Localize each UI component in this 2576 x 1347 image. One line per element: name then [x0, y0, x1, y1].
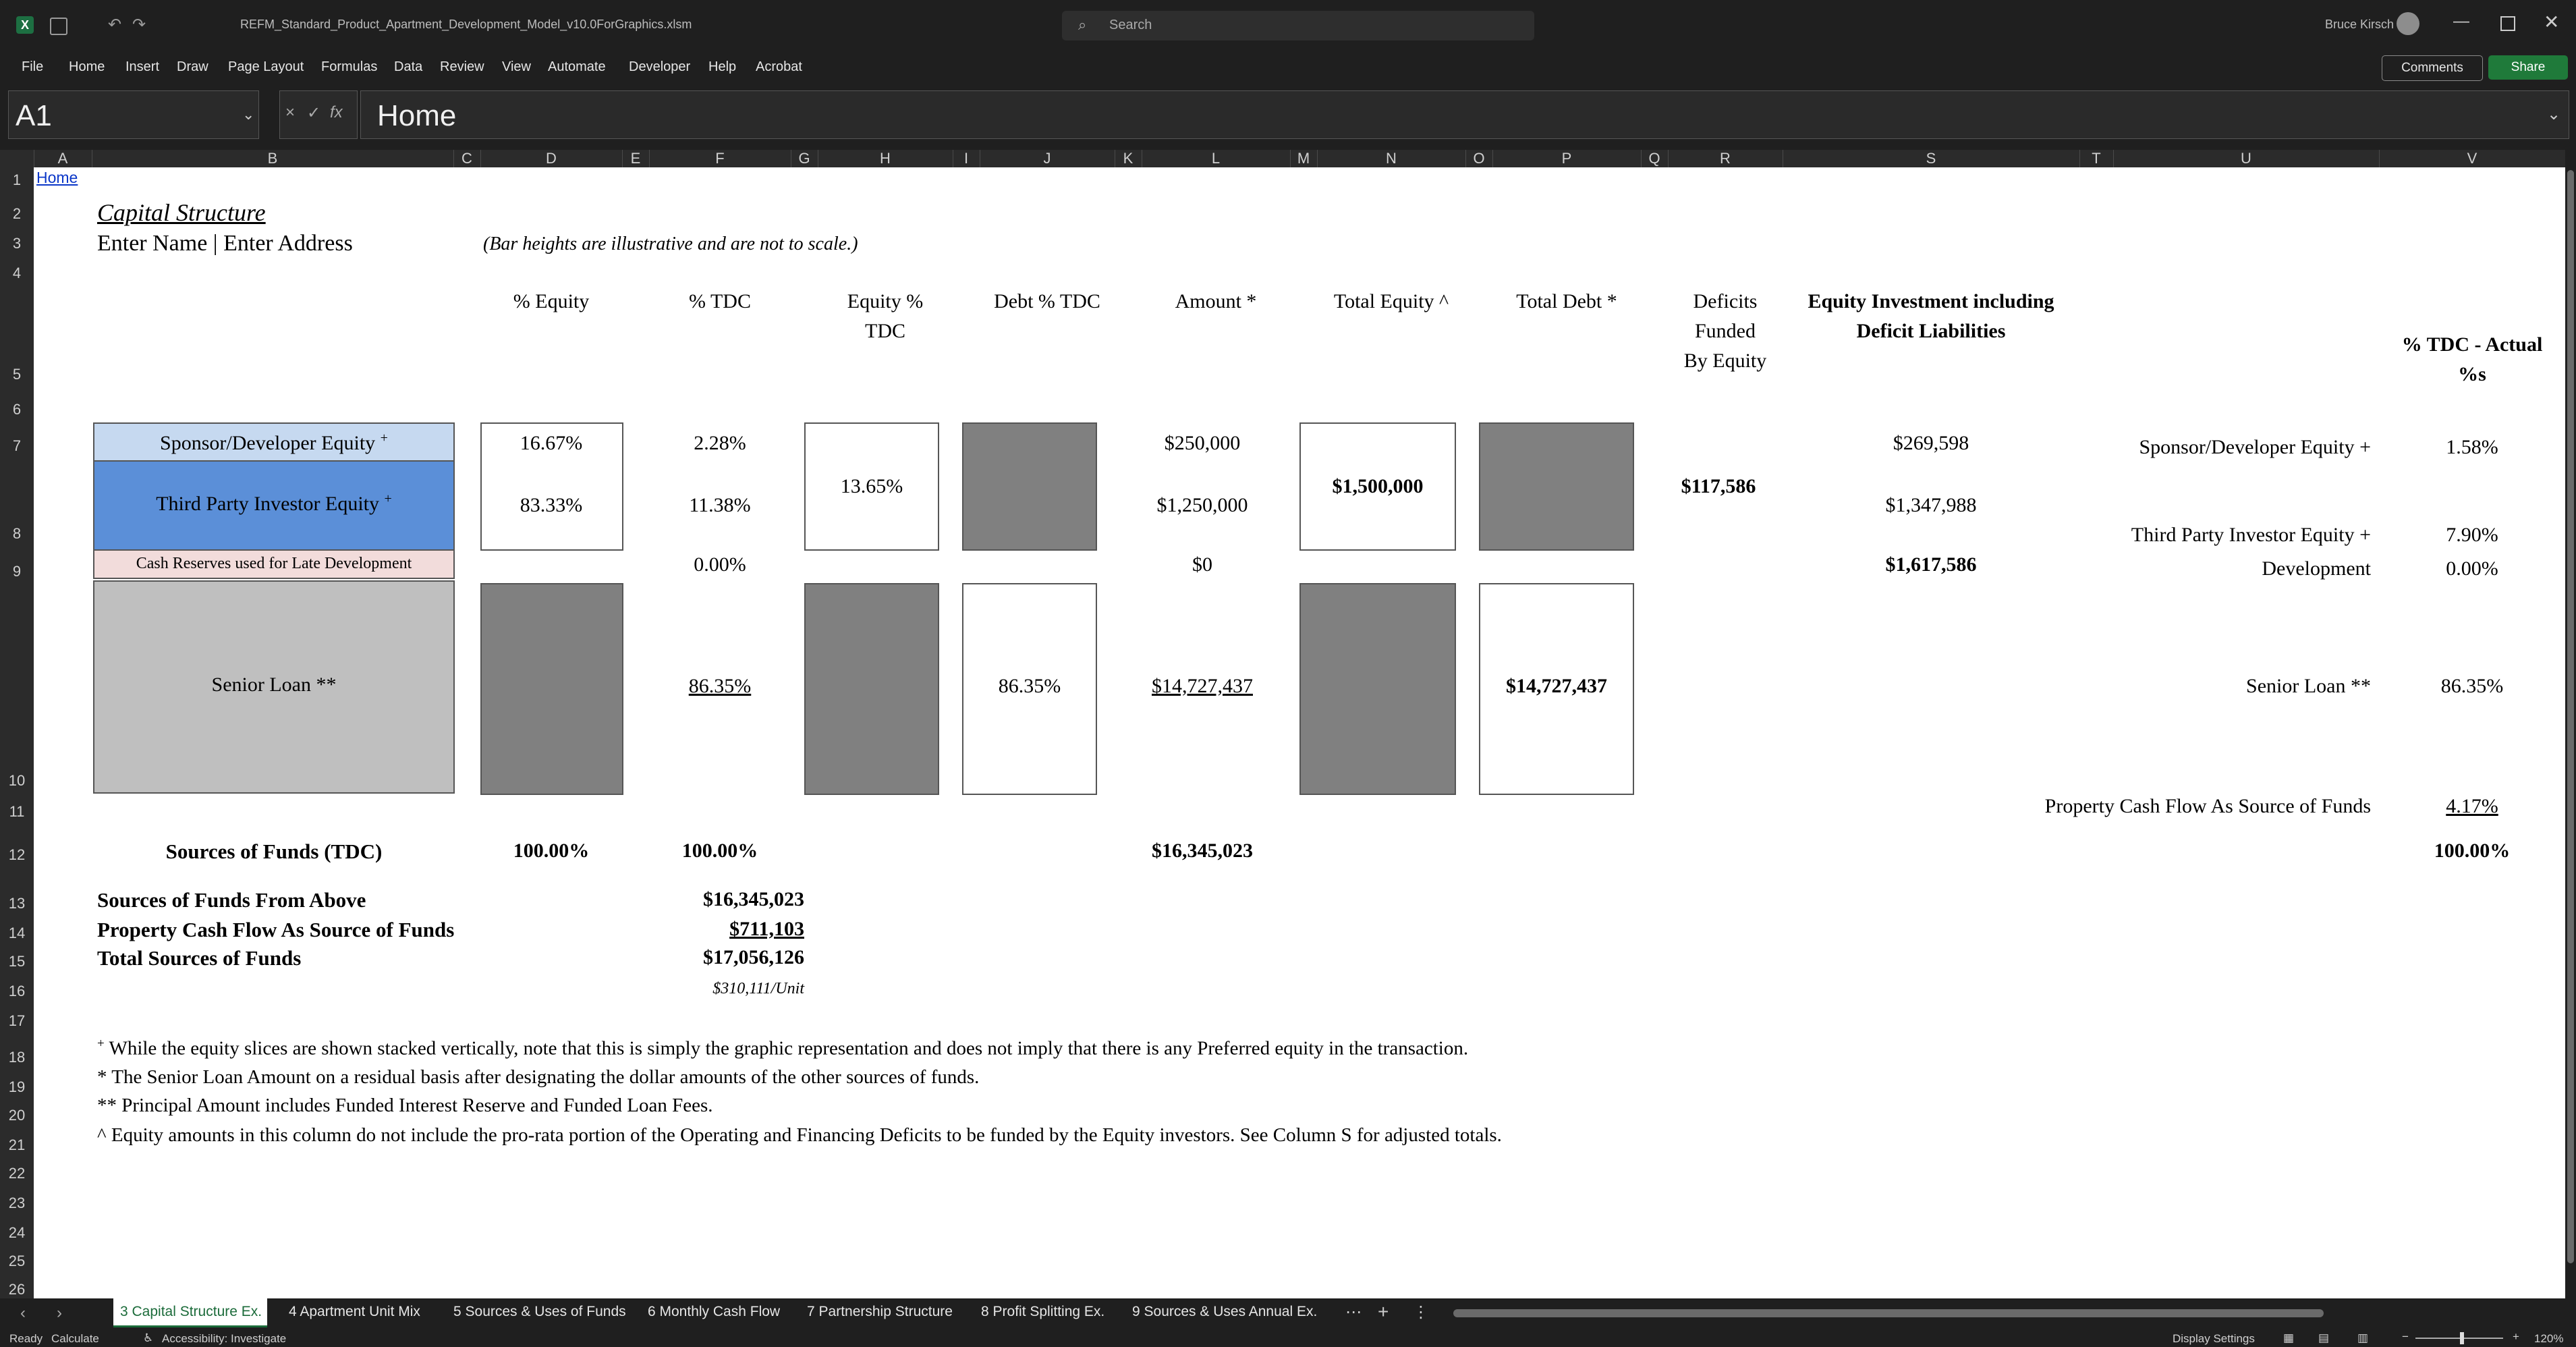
user-name[interactable]: Bruce Kirsch — [2325, 18, 2395, 31]
sources-from-above-value[interactable]: $16,345,023 — [703, 888, 804, 910]
horizontal-scroll-thumb[interactable] — [1453, 1309, 2324, 1317]
footnote-asterisk: * The Senior Loan Amount on a residual basis after designating the dollar amounts of the other sources of funds. — [97, 1066, 980, 1088]
sponsor-amount[interactable]: $250,000 — [1164, 432, 1241, 454]
tab-options-icon[interactable]: ⋮ — [1413, 1303, 1429, 1321]
header-total-debt: Total Debt * — [1516, 290, 1617, 312]
ribbon-tab-page-layout[interactable]: Page Layout — [228, 59, 304, 74]
chevron-down-icon: ⌄ — [242, 106, 255, 123]
select-all-corner[interactable] — [0, 150, 34, 167]
header-debt-pct-tdc: Debt % TDC — [994, 290, 1100, 312]
senior-pct-tdc[interactable]: 86.35% — [688, 675, 752, 697]
column-header[interactable]: N — [1317, 150, 1466, 167]
formula-content: Home — [377, 99, 457, 132]
sponsor-equity-layer[interactable] — [93, 422, 455, 462]
ribbon-tab-draw[interactable]: Draw — [177, 59, 208, 74]
tab-6-monthly-cash-flow[interactable]: 6 Monthly Cash Flow — [648, 1304, 781, 1319]
insert-function-icon[interactable]: fx — [330, 103, 343, 121]
investor-equity-investment[interactable]: $1,347,988 — [1885, 494, 1977, 516]
autosave-icon[interactable] — [50, 18, 67, 35]
column-header[interactable]: Q — [1641, 150, 1669, 167]
page-layout-view-icon[interactable]: ▤ — [2318, 1331, 2330, 1344]
ribbon-tab-file[interactable]: File — [22, 59, 44, 74]
actual-investor-value[interactable]: 7.90% — [2446, 524, 2498, 546]
comments-label: Comments — [2401, 61, 2463, 75]
column-header[interactable]: I — [953, 150, 980, 167]
sponsor-pct-tdc[interactable]: 2.28% — [694, 432, 746, 454]
column-header[interactable]: E — [622, 150, 650, 167]
investor-equity-label: Third Party Investor Equity + — [156, 491, 392, 515]
column-header[interactable]: M — [1290, 150, 1318, 167]
column-header[interactable]: G — [791, 150, 818, 167]
column-header[interactable]: K — [1115, 150, 1142, 167]
zoom-level[interactable]: 120% — [2534, 1332, 2564, 1345]
row-header[interactable]: 16 — [8, 983, 26, 999]
column-header[interactable]: D — [480, 150, 623, 167]
footnote-double-asterisk: ** Principal Amount includes Funded Interest Reserve and Funded Loan Fees. — [97, 1095, 713, 1116]
header-actual-line1: % TDC - Actual — [2401, 333, 2543, 356]
equity-pct-tdc-debt-bar — [804, 583, 939, 795]
page-break-view-icon[interactable]: ▥ — [2357, 1331, 2369, 1344]
sheet-tab-bar — [0, 1298, 2576, 1329]
footnote-plus: + While the equity slices are shown stacked vertically, note that this is simply the graphic representation and does not imply that there is any Preferred equity in the transaction. — [97, 1037, 1469, 1060]
more-tabs-icon[interactable]: ⋯ — [1345, 1303, 1362, 1321]
ribbon-tab-review[interactable]: Review — [440, 59, 484, 74]
enter-icon[interactable]: ✓ — [307, 104, 321, 122]
column-header[interactable]: R — [1668, 150, 1783, 167]
actual-senior-value[interactable]: 86.35% — [2440, 675, 2504, 697]
status-calculate[interactable]: Calculate — [51, 1332, 99, 1345]
actual-sponsor-label: Sponsor/Developer Equity + — [2139, 436, 2371, 458]
zoom-out-icon[interactable]: − — [2402, 1330, 2409, 1343]
formula-input[interactable] — [360, 90, 2569, 139]
debt-pct-tdc-value[interactable]: 86.35% — [998, 675, 1061, 697]
column-header[interactable]: U — [2113, 150, 2380, 167]
tab-scroll-right-icon[interactable]: › — [57, 1304, 62, 1322]
header-equity-pct-tdc-line1: Equity % — [847, 290, 924, 312]
scale-note: (Bar heights are illustrative and are not to scale.) — [483, 233, 858, 254]
ribbon-tab-automate[interactable]: Automate — [548, 59, 606, 74]
total-amount[interactable]: $16,345,023 — [1152, 840, 1253, 862]
debt-pct-tdc-equity-bar — [962, 422, 1097, 551]
ribbon-tab-insert[interactable]: Insert — [125, 59, 160, 74]
column-header[interactable]: O — [1465, 150, 1493, 167]
ribbon-tab-acrobat[interactable]: Acrobat — [756, 59, 802, 74]
row-header[interactable]: 21 — [8, 1136, 26, 1153]
cash-amount[interactable]: $0 — [1192, 553, 1212, 576]
name-box[interactable] — [8, 90, 259, 139]
total-debt-value[interactable]: $14,727,437 — [1506, 675, 1607, 697]
property-cash-flow-label: Property Cash Flow As Source of Funds — [97, 918, 455, 941]
vertical-scrollbar[interactable] — [2565, 150, 2576, 1298]
header-actual-line2: %s — [2458, 363, 2486, 385]
header-deficits-line3: By Equity — [1683, 350, 1767, 372]
column-header[interactable]: T — [2079, 150, 2114, 167]
investor-amount[interactable]: $1,250,000 — [1156, 494, 1248, 516]
actual-investor-label: Third Party Investor Equity + — [2131, 524, 2371, 546]
row-header[interactable]: 24 — [8, 1224, 26, 1241]
sponsor-equity-label: Sponsor/Developer Equity + — [160, 431, 388, 454]
header-deficits-line2: Funded — [1695, 320, 1756, 342]
worksheet-grid[interactable] — [34, 167, 2565, 1298]
ribbon-tab-help[interactable]: Help — [708, 59, 737, 74]
minimize-icon[interactable]: — — [2453, 12, 2469, 30]
column-header[interactable]: H — [818, 150, 953, 167]
search-placeholder: Search — [1109, 18, 1152, 32]
header-deficits-line1: Deficits — [1693, 290, 1758, 312]
row-header[interactable]: 12 — [8, 846, 26, 863]
sponsor-equity-investment[interactable]: $269,598 — [1893, 432, 1969, 454]
name-address: Enter Name | Enter Address — [97, 231, 353, 256]
footnote-caret: ^ Equity amounts in this column do not include the pro-rata portion of the Operating and Financing Deficits to be funded by the Equity investors. See Column S for adjusted totals. — [97, 1124, 1502, 1146]
total-equity-investment[interactable]: $1,617,586 — [1885, 553, 1977, 576]
actual-pcf-value[interactable]: 4.17% — [2446, 795, 2498, 817]
deficits-value[interactable]: $117,586 — [1681, 475, 1756, 497]
horizontal-scrollbar[interactable] — [1451, 1309, 2550, 1317]
row-header[interactable]: 22 — [8, 1165, 26, 1182]
zoom-slider[interactable] — [2415, 1338, 2503, 1339]
avatar[interactable] — [2397, 12, 2419, 35]
zoom-in-icon[interactable]: + — [2513, 1330, 2519, 1343]
row-header[interactable]: 4 — [12, 265, 22, 281]
tab-4-apartment-unit-mix[interactable]: 4 Apartment Unit Mix — [289, 1304, 420, 1319]
total-equity-debt-bar — [1299, 583, 1456, 795]
comments-button[interactable] — [2382, 55, 2483, 81]
row-header[interactable]: 6 — [12, 401, 22, 418]
share-button[interactable] — [2488, 55, 2568, 80]
row-header[interactable]: 11 — [9, 803, 25, 820]
status-ready: Ready — [9, 1332, 43, 1345]
equity-pct-tdc-value[interactable]: 13.65% — [840, 475, 903, 497]
header-equity-investment-line1: Equity Investment including — [1808, 290, 2054, 312]
row-headers — [0, 167, 34, 1298]
redo-icon[interactable]: ↷ — [132, 16, 146, 34]
header-equity-investment-line2: Deficit Liabilities — [1856, 320, 2006, 342]
senior-loan-layer[interactable] — [93, 580, 455, 794]
row-header[interactable]: 15 — [8, 953, 26, 970]
row-header[interactable]: 19 — [8, 1078, 26, 1095]
status-bar — [0, 1329, 2576, 1347]
header-pct-tdc: % TDC — [689, 290, 751, 312]
row-header[interactable]: 13 — [8, 895, 26, 912]
total-pct-equity[interactable]: 100.00% — [513, 840, 590, 862]
sources-of-funds-label: Sources of Funds (TDC) — [165, 840, 383, 863]
column-header[interactable]: P — [1492, 150, 1642, 167]
investor-equity-layer[interactable] — [93, 460, 455, 551]
tab-scroll-left-icon[interactable]: ‹ — [20, 1304, 26, 1322]
search-box[interactable] — [1062, 11, 1534, 40]
undo-icon[interactable]: ↶ — [108, 16, 122, 34]
row-header[interactable]: 7 — [12, 437, 22, 454]
ribbon-tab-formulas[interactable]: Formulas — [321, 59, 378, 74]
scroll-thumb[interactable] — [2567, 170, 2574, 1263]
tab-8-profit-splitting[interactable]: 8 Profit Splitting Ex. — [981, 1304, 1105, 1319]
header-pct-equity: % Equity — [513, 290, 590, 312]
close-icon[interactable]: ✕ — [2544, 11, 2560, 32]
ribbon-tab-home[interactable]: Home — [69, 59, 105, 74]
ribbon-tab-data[interactable]: Data — [394, 59, 423, 74]
row-header[interactable]: 23 — [8, 1194, 26, 1211]
name-box-value: A1 — [16, 99, 52, 132]
tab-9-sources-uses-annual[interactable]: 9 Sources & Uses Annual Ex. — [1132, 1304, 1318, 1319]
column-header[interactable]: S — [1783, 150, 2080, 167]
ribbon-tab-developer[interactable]: Developer — [629, 59, 691, 74]
actual-total-value[interactable]: 100.00% — [2434, 840, 2511, 862]
actual-sponsor-value[interactable]: 1.58% — [2446, 436, 2498, 458]
column-header[interactable]: V — [2379, 150, 2566, 167]
tab-7-partnership-structure[interactable]: 7 Partnership Structure — [807, 1304, 953, 1319]
header-total-equity: Total Equity ^ — [1333, 290, 1449, 312]
row-header[interactable]: 3 — [12, 235, 22, 252]
share-label: Share — [2511, 60, 2546, 74]
search-icon: ⌕ — [1078, 16, 1087, 33]
header-equity-pct-tdc-line2: TDC — [865, 320, 905, 342]
per-unit-value[interactable]: $310,111/Unit — [712, 980, 804, 997]
cash-reserves-layer[interactable] — [93, 549, 455, 579]
ribbon-tab-view[interactable]: View — [502, 59, 531, 74]
row-header[interactable]: 18 — [8, 1049, 26, 1066]
cash-reserves-label: Cash Reserves used for Late Development — [136, 555, 412, 572]
column-header[interactable]: B — [92, 150, 454, 167]
column-header[interactable]: C — [453, 150, 481, 167]
accessibility-icon: ♿ — [143, 1331, 154, 1344]
status-display-settings[interactable]: Display Settings — [2173, 1332, 2255, 1345]
row-header[interactable]: 17 — [8, 1012, 26, 1029]
add-sheet-icon[interactable]: + — [1378, 1301, 1389, 1322]
formula-bar-buttons — [279, 90, 358, 139]
row-header[interactable]: 14 — [8, 925, 26, 941]
investor-pct-equity[interactable]: 83.33% — [520, 494, 583, 516]
total-equity-value[interactable]: $1,500,000 — [1332, 475, 1424, 497]
file-name[interactable]: REFM_Standard_Product_Apartment_Development_Model_v10.0ForGraphics.xlsm — [240, 18, 692, 31]
row-header[interactable]: 10 — [8, 772, 26, 789]
row-header[interactable]: 25 — [8, 1253, 26, 1269]
total-pct-tdc[interactable]: 100.00% — [681, 840, 758, 862]
status-accessibility[interactable]: Accessibility: Investigate — [162, 1332, 287, 1345]
senior-loan-label: Senior Loan ** — [211, 674, 337, 696]
column-header[interactable]: A — [34, 150, 92, 167]
row-header[interactable]: 20 — [8, 1107, 26, 1124]
property-cash-flow-value[interactable]: $711,103 — [729, 918, 804, 940]
row-header[interactable]: 9 — [12, 563, 22, 580]
sponsor-pct-equity[interactable]: 16.67% — [520, 432, 583, 454]
tab-5-sources-uses[interactable]: 5 Sources & Uses of Funds — [453, 1304, 626, 1319]
header-amount: Amount * — [1175, 290, 1257, 312]
tab-label: 3 Capital Structure Ex. — [120, 1304, 262, 1319]
home-link[interactable]: Home — [36, 169, 78, 186]
senior-amount[interactable]: $14,727,437 — [1152, 675, 1253, 697]
column-header[interactable]: L — [1142, 150, 1291, 167]
column-headers — [0, 150, 2576, 167]
row-header[interactable]: 8 — [12, 525, 22, 542]
row-header[interactable]: 26 — [8, 1281, 26, 1298]
cash-pct-tdc[interactable]: 0.00% — [694, 553, 746, 576]
total-debt-equity-bar — [1479, 422, 1634, 551]
cancel-icon[interactable]: × — [285, 103, 296, 121]
actual-pcf-label: Property Cash Flow As Source of Funds — [2044, 795, 2371, 817]
row-header[interactable]: 5 — [12, 366, 22, 383]
row-header[interactable]: 1 — [12, 171, 22, 188]
zoom-slider-thumb[interactable] — [2460, 1332, 2464, 1344]
investor-pct-tdc[interactable]: 11.38% — [689, 494, 751, 516]
row-header[interactable]: 2 — [12, 205, 22, 222]
ribbon-tabs — [0, 51, 2576, 85]
actual-development-label: Development — [2262, 557, 2371, 580]
actual-senior-label: Senior Loan ** — [2246, 675, 2371, 697]
total-sources-value[interactable]: $17,056,126 — [703, 946, 804, 968]
formula-bar — [0, 85, 2576, 150]
actual-development-value[interactable]: 0.00% — [2446, 557, 2498, 580]
title-bar — [0, 0, 2576, 51]
sources-from-above-label: Sources of Funds From Above — [97, 888, 366, 912]
maximize-icon[interactable] — [2500, 16, 2515, 31]
pct-equity-debt-bar — [480, 583, 623, 795]
excel-logo-icon: X — [16, 16, 34, 34]
normal-view-icon[interactable]: ▦ — [2283, 1331, 2295, 1344]
column-header[interactable]: F — [649, 150, 791, 167]
total-sources-label: Total Sources of Funds — [97, 946, 302, 970]
expand-formula-icon[interactable]: ⌄ — [2547, 105, 2561, 123]
page-title: Capital Structure — [97, 199, 266, 226]
column-header[interactable]: J — [980, 150, 1115, 167]
tab-3-capital-structure[interactable] — [113, 1298, 267, 1327]
